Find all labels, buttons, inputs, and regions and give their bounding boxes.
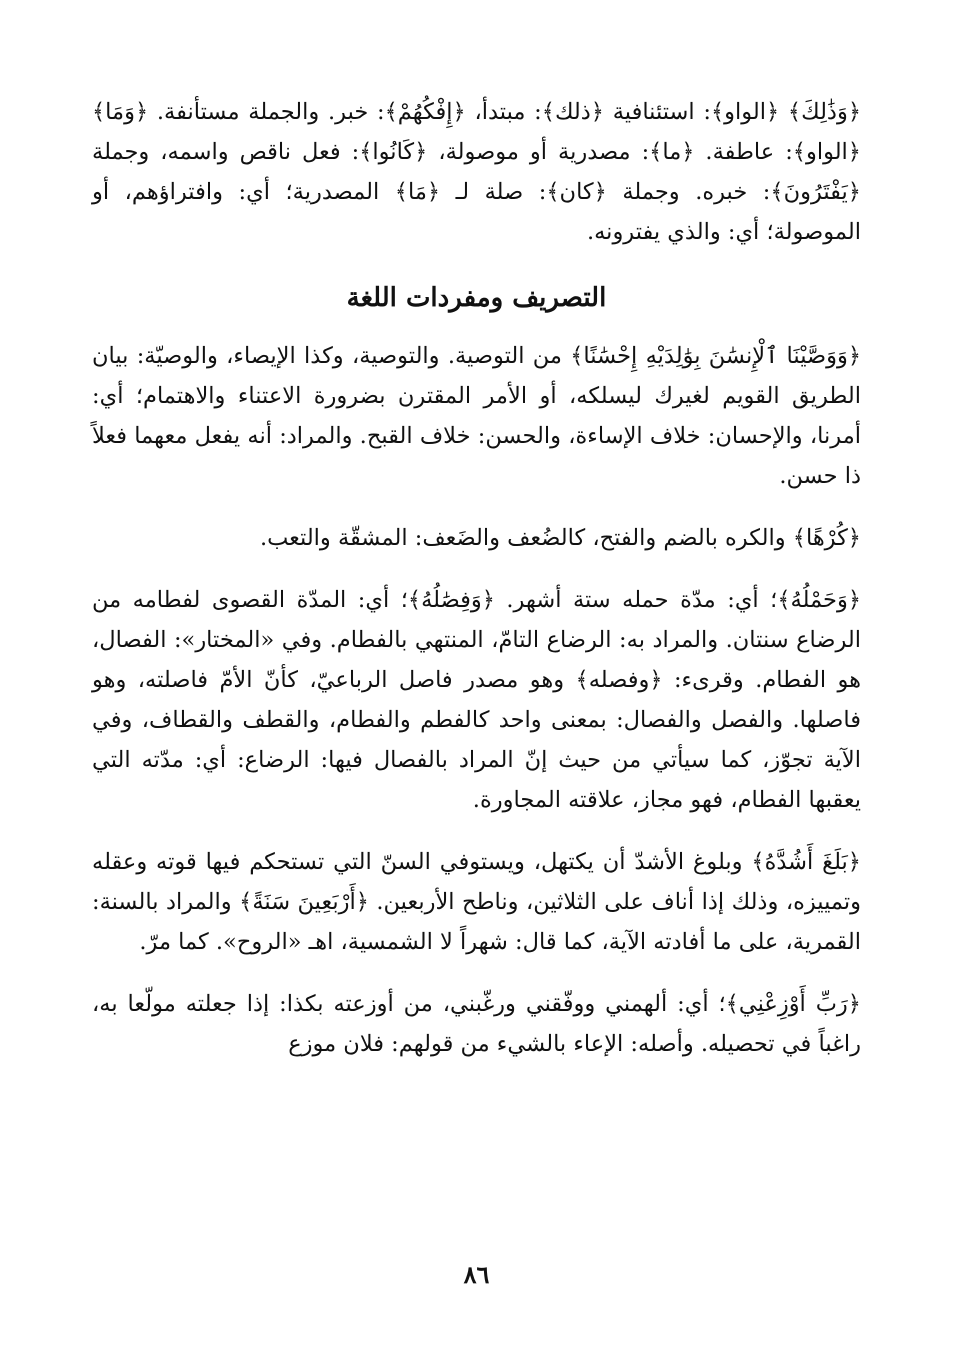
paragraph-grammar: ﴿وَذَٰلِكَ﴾ ﴿الواو﴾: استئنافية ﴿ذلك﴾: مبتدأ، ﴿إِفْكُهُمْ﴾: خبر. والجملة مستأنفة. ﴿وَمَا﴾ ﴿الواو﴾: عاطفة. ﴿ما﴾: مصدرية أو موصولة، ﴿كَانُوا﴾: فعل ناقص واسمه، وجملة ﴿يَفْتَرُونَ﴾: خبره. وجملة ﴿كان﴾: صلة لـ ﴿مَا﴾ المصدرية؛ أي: وافتراؤهم، أو الموصولة؛ أي: والذي يفترونه. xyxy=(92,99,861,245)
paragraph-hamluhu: ﴿وَحَمْلُهُ﴾؛ أي: مدّة حمله ستة أشهر. ﴿وَفِصَٰلُهُ﴾؛ أي: المدّة القصوى لفطامه من الرضاع سنتان. والمراد به: الرضاع التامّ، المنتهي بالفطام. وفي «المختار»: الفصال، هو الفطام. وقرىء: ﴿وفصله﴾ وهو مصدر فاصل الرباعيّ، كأنّ الأمّ فاصلته، وهو فاصلها. والفصل والفصال: بمعنى واحد كالفطم والفطام، والقطف والقطاف، وفي الآية تجوّز، كما سيأتي من حيث إنّ المراد بالفصال فيها: الرضاع: أي: مدّته التي يعقبها الفطام، فهو مجاز، علاقته المجاورة. xyxy=(92,587,861,813)
paragraph-ashuddahu: ﴿بَلَغَ أَشُدَّهُ﴾ وبلوغ الأشدّ أن يكتهل، ويستوفي السنّ التي تستحكم فيها قوته وعقله وتمييزه، وذلك إذا أناف على الثلاثين، وناطح الأربعين. ﴿أَرْبَعِينَ سَنَةً﴾ والمراد بالسنة: القمرية، على ما أفادته الآية، كما قال: شهراً لا الشمسية، اهـ «الروح». كما مرّ. xyxy=(92,849,861,955)
page-number: ٨٦ xyxy=(463,1260,490,1289)
section-heading: التصريف ومفردات اللغة xyxy=(346,283,607,313)
paragraph-wassayna: ﴿وَوَصَّيْنَا ٱلْإِنسَٰنَ بِوَٰلِدَيْهِ إِحْسَٰنًا﴾ من التوصية. والتوصية، وكذا الإيصاء، والوصيّة: بيان الطريق القويم لغيرك ليسلكه، أو الأمر المقترن بضرورة الاعتناء والاهتمام؛ أي: أمرنا، والإحسان: خلاف الإساءة، والحسن: خلاف القبح. والمراد: أنه يفعل معهما فعلاً ذا حسن. xyxy=(92,343,861,489)
paragraph-awzini: ﴿رَبِّ أَوْزِعْنِي﴾؛ أي: ألهمني ووفّقني ورغّبني، من أوزعته بكذا: إذا جعلته مولّعا به، راغباً في تحصيله. وأصله: الإعاء بالشيء من قولهم: فلان موزع xyxy=(92,991,861,1057)
paragraph-kurhan: ﴿كُرْهًا﴾ والكره بالضم والفتح، كالضُعف والضَعف: المشقّة والتعب. xyxy=(259,525,861,551)
